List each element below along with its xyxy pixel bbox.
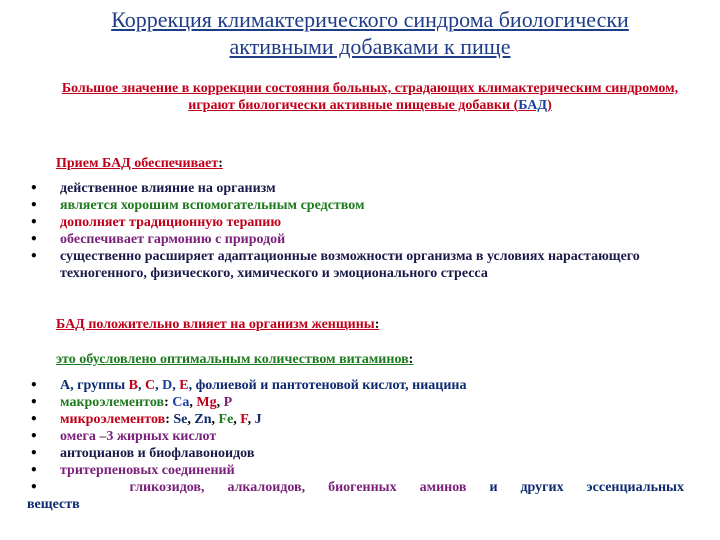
- bullet-icon: •: [30, 412, 38, 426]
- bullet-icon: •: [30, 480, 38, 494]
- last-list-item: [30, 479, 684, 496]
- bullet-icon: •: [30, 181, 38, 195]
- section3-colon: :: [408, 352, 414, 367]
- list-item: [30, 180, 690, 197]
- list-item: [30, 428, 684, 445]
- vitamin-sep: ,: [137, 378, 145, 393]
- section1-colon: :: [218, 156, 223, 171]
- bullet-icon: •: [30, 378, 38, 392]
- list-item-text: действенное влияние на организм: [60, 181, 276, 196]
- bullet-icon: •: [30, 215, 38, 229]
- list-item-text: антоцианов и биофлавоноидов: [60, 446, 255, 461]
- list-item: [30, 248, 690, 282]
- list-item-text: омега –3 жирных кислот: [60, 429, 217, 444]
- micro-sep: ,: [233, 412, 241, 427]
- bullet-icon: •: [30, 429, 38, 443]
- micro-j: J: [254, 412, 262, 427]
- micro-sep: ,: [247, 412, 255, 427]
- vitamin-b: В: [128, 378, 138, 393]
- last-list-item-wrap: веществ: [27, 497, 80, 512]
- section1-list: [30, 180, 690, 282]
- intro-close: ): [547, 98, 552, 113]
- list-item: [30, 214, 690, 231]
- section1-heading-text: Прием БАД обеспечивает: [56, 156, 219, 171]
- micro-zn: Zn: [194, 412, 212, 427]
- list-item: [30, 394, 684, 411]
- macro-sep: ,: [189, 395, 197, 410]
- section2-heading-text: БАД положительно влияет на организм женщины: [56, 317, 375, 332]
- vitamin-prefix: А, группы: [60, 378, 129, 393]
- list-item: [30, 462, 684, 479]
- bullet-icon: •: [30, 395, 38, 409]
- list-item-text: обеспечивает гармонию с природой: [60, 232, 286, 247]
- vitamin-e: Е: [179, 378, 189, 393]
- title-line-2: активными добавками к пище: [229, 34, 511, 59]
- list-item-text-tail: и других эссенциальных: [466, 480, 684, 495]
- list-item: [30, 377, 684, 394]
- list-item-text: является хорошим вспомогательным средством: [60, 198, 365, 213]
- vitamin-d: D: [162, 378, 173, 393]
- macro-ca: Са: [172, 395, 190, 410]
- micro-f: F: [240, 412, 248, 427]
- micro-fe: Fe: [218, 412, 234, 427]
- list-item: [30, 197, 690, 214]
- bullet-icon: •: [30, 232, 38, 246]
- section3-heading-text: это обусловлено оптимальным количеством витаминов: [56, 352, 409, 367]
- micro-label: микроэлементов: [60, 412, 166, 427]
- micro-colon: :: [165, 412, 174, 427]
- section2-heading: [56, 316, 379, 334]
- bullet-icon: •: [30, 446, 38, 460]
- vitamin-sep: ,: [172, 378, 180, 393]
- section3-list: [30, 377, 684, 479]
- page-title: [40, 6, 700, 60]
- list-item-text: дополняет традиционную терапию: [60, 215, 282, 230]
- macro-mg: Mg: [196, 395, 217, 410]
- vitamin-c: С: [144, 378, 156, 393]
- section2-colon: :: [374, 317, 380, 332]
- macro-sep: ,: [216, 395, 224, 410]
- micro-sep: ,: [187, 412, 195, 427]
- macro-label: макроэлементов: [60, 395, 165, 410]
- list-item: [30, 445, 684, 462]
- intro-abbr: БАД: [518, 98, 548, 113]
- bullet-icon: •: [30, 249, 38, 263]
- micro-se: Se: [173, 412, 188, 427]
- list-item-text: гликозидов, алкалоидов, биогенных аминов: [129, 480, 467, 495]
- list-item-text: тритерпеновых соединений: [60, 463, 235, 478]
- macro-colon: :: [164, 395, 173, 410]
- micro-sep: ,: [211, 412, 219, 427]
- list-item: [30, 411, 684, 428]
- intro-text: Большое значение в коррекции состояния больных, страдающих климактерическим синдромом, играют биологически активные пищевые добавки (: [61, 81, 679, 113]
- vitamin-rest: , фолиевой и пантотеновой кислот, ниацина: [188, 378, 467, 393]
- intro-paragraph: [40, 80, 700, 114]
- list-item: [30, 231, 690, 248]
- list-item-text: существенно расширяет адаптационные возможности организма в условиях нарастающего техногенного, физического, химического и эмоционального стресса: [60, 249, 640, 281]
- section1-heading: [56, 155, 223, 173]
- title-line-1: Коррекция климактерического синдрома биологически: [111, 7, 629, 32]
- bullet-icon: •: [30, 463, 38, 477]
- section3-heading: [56, 351, 413, 369]
- bullet-icon: •: [30, 198, 38, 212]
- vitamin-sep: ,: [155, 378, 163, 393]
- macro-p: P: [223, 395, 233, 410]
